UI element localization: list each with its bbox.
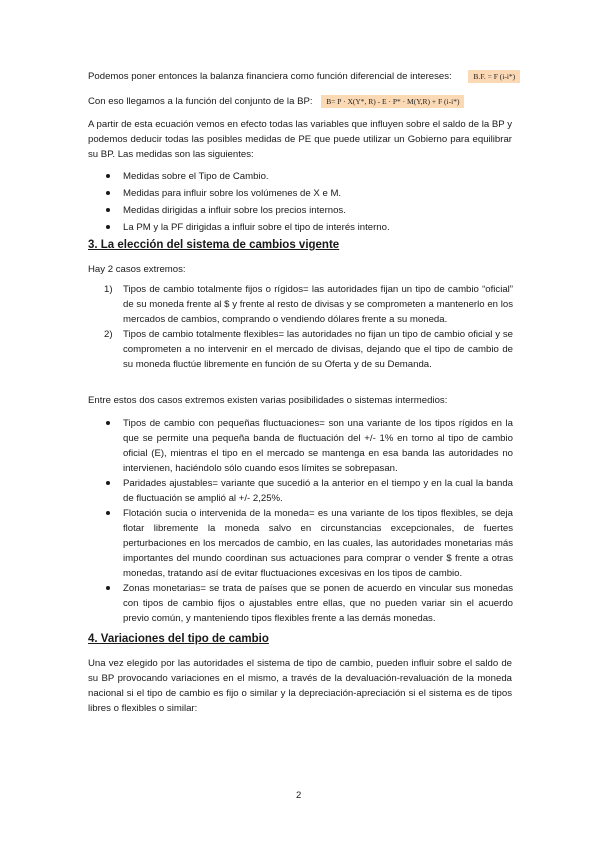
formula-bp: B= P · X(Y*, R) - E · P* · M(Y,R) + F (i-i*) — [321, 95, 464, 108]
paragraph-text: Con eso llegamos a la función del conjunto de la BP: — [88, 96, 313, 107]
extremes-list — [104, 282, 513, 372]
paragraph-variations: Una vez elegido por las autoridades el sistema de tipo de cambio, pueden influir sobre el saldo de su BP provocando variaciones en el mismo, a través de la devaluación-revaluación de la moneda nacional si el tipo de cambio es fijo o similar y la depreciación-apreciación si el sistema es de tipos libres o flexibles o similar: — [88, 658, 512, 714]
bullet-icon — [106, 586, 110, 590]
list-item: Tipos de cambio con pequeñas fluctuaciones= son una variante de los tipos rígidos en la que se permite una pequeña banda de fluctuación del +/- 1% en torno al tipo de cambio oficial (E), mientras el tipo en el mercado se mantenga en esa banda las autoridades no intervienen, haciéndolo sólo cuando esos límites se sobrepasan. — [123, 416, 513, 476]
measures-list — [123, 169, 513, 235]
list-item: 1) Tipos de cambio totalmente fijos o rígidos= las autoridades fijan un tipo de cambio “oficial” de su moneda frente al $ y frente al resto de divisas y se comprometen a mantenerlo en los mercados de cambios, comprando o vendiendo dólares frente a su moneda. — [104, 284, 513, 325]
list-item: Medidas sobre el Tipo de Cambio. — [123, 169, 513, 184]
list-item: Medidas para influir sobre los volúmenes de X e M. — [123, 186, 513, 201]
bullet-icon — [106, 208, 110, 212]
bullet-icon — [106, 174, 110, 178]
list-item: La PM y la PF dirigidas a influir sobre el tipo de interés interno. — [123, 220, 513, 235]
paragraph-two-cases: Hay 2 casos extremos: — [88, 264, 186, 275]
bullet-icon — [106, 511, 110, 515]
intermediate-list — [123, 416, 513, 626]
bullet-icon — [106, 481, 110, 485]
bullet-icon — [106, 191, 110, 195]
paragraph-measures-intro: A partir de esta ecuación vemos en efecto todas las variables que influyen sobre el saldo de la BP y podemos deducir todas las posibles medidas de PE que puede utilizar un Gobierno para equilibrar su BP. Las medidas son las siguientes: — [88, 119, 512, 160]
paragraph-text: Podemos poner entonces la balanza financiera como función diferencial de intereses: — [88, 71, 452, 82]
paragraph-bp-function — [88, 94, 538, 109]
bullet-icon — [106, 225, 110, 229]
list-item: 2) Tipos de cambio totalmente flexibles= las autoridades no fijan un tipo de cambio oficial y se comprometen a no intervenir en el mercado de divisas, dejando que el tipo de cambio de su moneda fluctúe libremente en función de su Oferta y de su Demanda. — [104, 329, 513, 370]
section-heading-3: 3. La elección del sistema de cambios vigente — [88, 239, 340, 251]
paragraph-bf-intro — [88, 69, 538, 84]
formula-balanza-financiera: B.F. = F (i-i*) — [468, 70, 520, 83]
list-item: Flotación sucia o intervenida de la moneda= es una variante de los tipos flexibles, se deja flotar libremente la moneda salvo en circunstancias excepcionales, de fuertes perturbaciones en los mercados de cambio, en las cuales, las autoridades monetarias más importantes del mundo coordinan sus actuaciones para comprar o vender $ frente a otras monedas, tratando así de evitar fluctuaciones excesivas en los tipos de cambio. — [123, 506, 513, 581]
list-item: Medidas dirigidas a influir sobre los precios internos. — [123, 203, 513, 218]
list-item: Zonas monetarias= se trata de países que se ponen de acuerdo en vincular sus monedas con tipos de cambio fijos o ajustables entre ellas, que no pueden variar sin el acuerdo previo común, y manteniendo tipos flexibles frente a las demás monedas. — [123, 581, 513, 626]
paragraph-intermediate-intro: Entre estos dos casos extremos existen varias posibilidades o sistemas intermedios: — [88, 395, 448, 406]
list-item: Paridades ajustables= variante que sucedió a la anterior en el tiempo y en la cual la banda de fluctuación se amplió al +/- 2,25%. — [123, 476, 513, 506]
page-number: 2 — [296, 790, 302, 801]
section-heading-4: 4. Variaciones del tipo de cambio — [88, 633, 269, 645]
bullet-icon — [106, 421, 110, 425]
